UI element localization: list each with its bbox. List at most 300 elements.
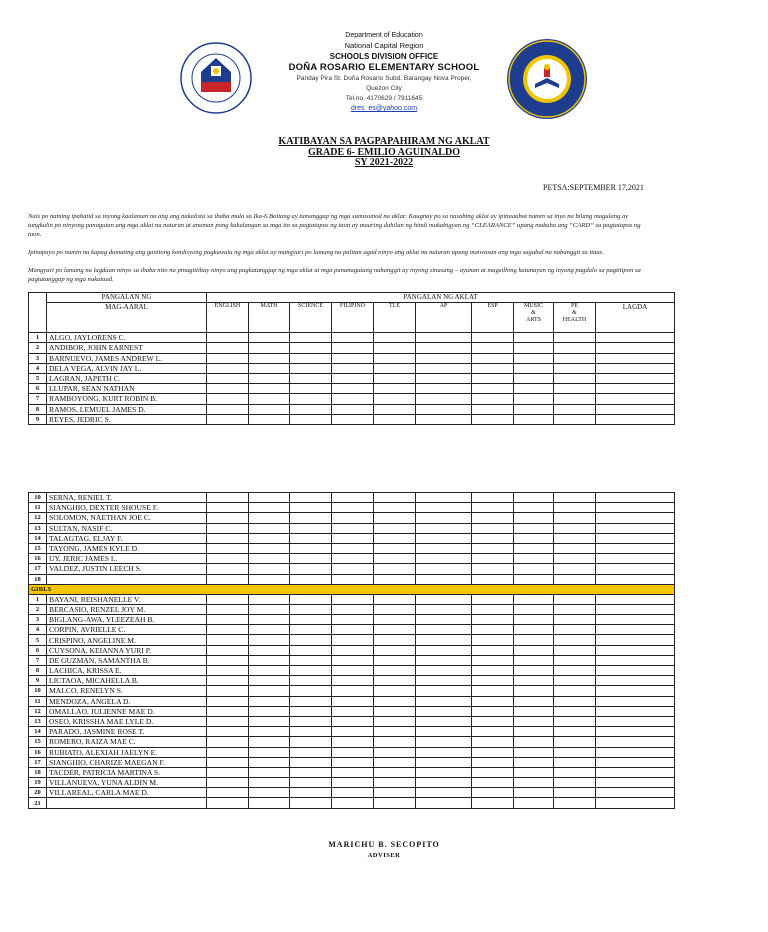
book-cell[interactable] xyxy=(514,737,554,747)
signature-cell[interactable] xyxy=(596,706,675,716)
book-cell[interactable] xyxy=(374,737,416,747)
book-cell[interactable] xyxy=(514,384,554,394)
signature-cell[interactable] xyxy=(596,615,675,625)
book-cell[interactable] xyxy=(416,625,472,635)
signature-cell[interactable] xyxy=(596,696,675,706)
signature-cell[interactable] xyxy=(596,625,675,635)
book-cell[interactable] xyxy=(332,666,374,676)
signature-cell[interactable] xyxy=(596,493,675,503)
book-cell[interactable] xyxy=(249,373,290,383)
book-cell[interactable] xyxy=(514,757,554,767)
book-cell[interactable] xyxy=(290,373,332,383)
signature-cell[interactable] xyxy=(596,574,675,584)
book-cell[interactable] xyxy=(290,394,332,404)
signature-cell[interactable] xyxy=(596,737,675,747)
book-cell[interactable] xyxy=(514,564,554,574)
book-cell[interactable] xyxy=(472,513,514,523)
book-cell[interactable] xyxy=(207,706,249,716)
book-cell[interactable] xyxy=(472,493,514,503)
book-cell[interactable] xyxy=(290,493,332,503)
book-cell[interactable] xyxy=(290,564,332,574)
signature-cell[interactable] xyxy=(596,645,675,655)
book-cell[interactable] xyxy=(514,363,554,373)
book-cell[interactable] xyxy=(207,523,249,533)
signature-cell[interactable] xyxy=(596,594,675,604)
book-cell[interactable] xyxy=(332,564,374,574)
book-cell[interactable] xyxy=(332,696,374,706)
book-cell[interactable] xyxy=(249,696,290,706)
book-cell[interactable] xyxy=(514,798,554,808)
book-cell[interactable] xyxy=(374,554,416,564)
book-cell[interactable] xyxy=(249,655,290,665)
book-cell[interactable] xyxy=(554,778,596,788)
book-cell[interactable] xyxy=(416,655,472,665)
signature-cell[interactable] xyxy=(596,373,675,383)
book-cell[interactable] xyxy=(374,384,416,394)
book-cell[interactable] xyxy=(332,727,374,737)
book-cell[interactable] xyxy=(554,543,596,553)
book-cell[interactable] xyxy=(416,533,472,543)
signature-cell[interactable] xyxy=(596,414,675,424)
book-cell[interactable] xyxy=(207,503,249,513)
book-cell[interactable] xyxy=(514,503,554,513)
book-cell[interactable] xyxy=(416,757,472,767)
signature-cell[interactable] xyxy=(596,363,675,373)
book-cell[interactable] xyxy=(472,747,514,757)
signature-cell[interactable] xyxy=(596,513,675,523)
book-cell[interactable] xyxy=(290,404,332,414)
book-cell[interactable] xyxy=(290,676,332,686)
book-cell[interactable] xyxy=(416,523,472,533)
book-cell[interactable] xyxy=(416,343,472,353)
signature-cell[interactable] xyxy=(596,798,675,808)
book-cell[interactable] xyxy=(290,503,332,513)
signature-cell[interactable] xyxy=(596,686,675,696)
book-cell[interactable] xyxy=(472,716,514,726)
book-cell[interactable] xyxy=(207,564,249,574)
book-cell[interactable] xyxy=(374,655,416,665)
book-cell[interactable] xyxy=(514,666,554,676)
book-cell[interactable] xyxy=(416,615,472,625)
book-cell[interactable] xyxy=(416,737,472,747)
signature-cell[interactable] xyxy=(596,747,675,757)
book-cell[interactable] xyxy=(207,363,249,373)
book-cell[interactable] xyxy=(472,635,514,645)
book-cell[interactable] xyxy=(514,716,554,726)
signature-cell[interactable] xyxy=(596,788,675,798)
book-cell[interactable] xyxy=(472,604,514,614)
school-email-link[interactable]: dres_es@yahoo.com xyxy=(350,105,418,112)
book-cell[interactable] xyxy=(332,353,374,363)
book-cell[interactable] xyxy=(290,737,332,747)
book-cell[interactable] xyxy=(472,353,514,363)
book-cell[interactable] xyxy=(554,666,596,676)
book-cell[interactable] xyxy=(332,404,374,414)
book-cell[interactable] xyxy=(290,798,332,808)
book-cell[interactable] xyxy=(472,666,514,676)
book-cell[interactable] xyxy=(472,554,514,564)
book-cell[interactable] xyxy=(374,706,416,716)
book-cell[interactable] xyxy=(207,767,249,777)
signature-cell[interactable] xyxy=(596,676,675,686)
book-cell[interactable] xyxy=(416,353,472,363)
book-cell[interactable] xyxy=(332,503,374,513)
book-cell[interactable] xyxy=(374,404,416,414)
book-cell[interactable] xyxy=(374,564,416,574)
book-cell[interactable] xyxy=(416,788,472,798)
book-cell[interactable] xyxy=(472,696,514,706)
book-cell[interactable] xyxy=(514,767,554,777)
book-cell[interactable] xyxy=(332,798,374,808)
book-cell[interactable] xyxy=(207,615,249,625)
book-cell[interactable] xyxy=(207,716,249,726)
book-cell[interactable] xyxy=(249,594,290,604)
book-cell[interactable] xyxy=(332,533,374,543)
book-cell[interactable] xyxy=(472,767,514,777)
book-cell[interactable] xyxy=(290,635,332,645)
book-cell[interactable] xyxy=(332,384,374,394)
book-cell[interactable] xyxy=(374,788,416,798)
book-cell[interactable] xyxy=(332,604,374,614)
book-cell[interactable] xyxy=(514,778,554,788)
book-cell[interactable] xyxy=(249,543,290,553)
book-cell[interactable] xyxy=(290,343,332,353)
book-cell[interactable] xyxy=(416,706,472,716)
book-cell[interactable] xyxy=(332,635,374,645)
book-cell[interactable] xyxy=(554,686,596,696)
book-cell[interactable] xyxy=(472,363,514,373)
book-cell[interactable] xyxy=(416,716,472,726)
book-cell[interactable] xyxy=(554,523,596,533)
signature-cell[interactable] xyxy=(596,404,675,414)
book-cell[interactable] xyxy=(374,727,416,737)
book-cell[interactable] xyxy=(472,706,514,716)
book-cell[interactable] xyxy=(207,414,249,424)
book-cell[interactable] xyxy=(472,574,514,584)
book-cell[interactable] xyxy=(207,737,249,747)
book-cell[interactable] xyxy=(472,757,514,767)
book-cell[interactable] xyxy=(290,604,332,614)
book-cell[interactable] xyxy=(290,615,332,625)
book-cell[interactable] xyxy=(514,676,554,686)
book-cell[interactable] xyxy=(207,353,249,363)
book-cell[interactable] xyxy=(249,554,290,564)
book-cell[interactable] xyxy=(290,523,332,533)
book-cell[interactable] xyxy=(416,333,472,343)
book-cell[interactable] xyxy=(514,523,554,533)
book-cell[interactable] xyxy=(290,625,332,635)
book-cell[interactable] xyxy=(514,574,554,584)
book-cell[interactable] xyxy=(514,788,554,798)
book-cell[interactable] xyxy=(472,414,514,424)
signature-cell[interactable] xyxy=(596,343,675,353)
book-cell[interactable] xyxy=(472,686,514,696)
book-cell[interactable] xyxy=(290,513,332,523)
book-cell[interactable] xyxy=(332,737,374,747)
book-cell[interactable] xyxy=(249,666,290,676)
book-cell[interactable] xyxy=(514,696,554,706)
book-cell[interactable] xyxy=(416,594,472,604)
book-cell[interactable] xyxy=(374,615,416,625)
book-cell[interactable] xyxy=(207,604,249,614)
book-cell[interactable] xyxy=(374,493,416,503)
book-cell[interactable] xyxy=(290,363,332,373)
book-cell[interactable] xyxy=(514,333,554,343)
book-cell[interactable] xyxy=(207,543,249,553)
book-cell[interactable] xyxy=(514,513,554,523)
book-cell[interactable] xyxy=(514,493,554,503)
book-cell[interactable] xyxy=(290,788,332,798)
book-cell[interactable] xyxy=(416,778,472,788)
book-cell[interactable] xyxy=(554,493,596,503)
book-cell[interactable] xyxy=(207,645,249,655)
book-cell[interactable] xyxy=(554,625,596,635)
book-cell[interactable] xyxy=(374,767,416,777)
book-cell[interactable] xyxy=(472,798,514,808)
book-cell[interactable] xyxy=(374,625,416,635)
book-cell[interactable] xyxy=(472,343,514,353)
book-cell[interactable] xyxy=(207,778,249,788)
book-cell[interactable] xyxy=(249,503,290,513)
book-cell[interactable] xyxy=(554,594,596,604)
book-cell[interactable] xyxy=(416,363,472,373)
book-cell[interactable] xyxy=(554,696,596,706)
book-cell[interactable] xyxy=(554,635,596,645)
signature-cell[interactable] xyxy=(596,666,675,676)
book-cell[interactable] xyxy=(416,666,472,676)
signature-cell[interactable] xyxy=(596,635,675,645)
book-cell[interactable] xyxy=(290,574,332,584)
book-cell[interactable] xyxy=(249,564,290,574)
book-cell[interactable] xyxy=(290,594,332,604)
book-cell[interactable] xyxy=(416,414,472,424)
book-cell[interactable] xyxy=(554,353,596,363)
book-cell[interactable] xyxy=(416,384,472,394)
book-cell[interactable] xyxy=(207,635,249,645)
signature-cell[interactable] xyxy=(596,778,675,788)
book-cell[interactable] xyxy=(416,798,472,808)
book-cell[interactable] xyxy=(332,373,374,383)
book-cell[interactable] xyxy=(374,666,416,676)
book-cell[interactable] xyxy=(332,625,374,635)
book-cell[interactable] xyxy=(374,635,416,645)
book-cell[interactable] xyxy=(374,543,416,553)
book-cell[interactable] xyxy=(514,604,554,614)
book-cell[interactable] xyxy=(472,737,514,747)
book-cell[interactable] xyxy=(374,747,416,757)
book-cell[interactable] xyxy=(290,554,332,564)
book-cell[interactable] xyxy=(374,373,416,383)
book-cell[interactable] xyxy=(207,513,249,523)
book-cell[interactable] xyxy=(207,747,249,757)
signature-cell[interactable] xyxy=(596,655,675,665)
book-cell[interactable] xyxy=(249,716,290,726)
book-cell[interactable] xyxy=(374,353,416,363)
book-cell[interactable] xyxy=(374,533,416,543)
book-cell[interactable] xyxy=(207,373,249,383)
book-cell[interactable] xyxy=(472,564,514,574)
book-cell[interactable] xyxy=(416,513,472,523)
book-cell[interactable] xyxy=(514,543,554,553)
book-cell[interactable] xyxy=(207,788,249,798)
book-cell[interactable] xyxy=(290,353,332,363)
book-cell[interactable] xyxy=(554,533,596,543)
book-cell[interactable] xyxy=(249,574,290,584)
book-cell[interactable] xyxy=(472,543,514,553)
book-cell[interactable] xyxy=(249,333,290,343)
book-cell[interactable] xyxy=(514,343,554,353)
book-cell[interactable] xyxy=(332,676,374,686)
book-cell[interactable] xyxy=(554,788,596,798)
book-cell[interactable] xyxy=(554,373,596,383)
book-cell[interactable] xyxy=(416,696,472,706)
book-cell[interactable] xyxy=(332,757,374,767)
signature-cell[interactable] xyxy=(596,604,675,614)
book-cell[interactable] xyxy=(207,696,249,706)
book-cell[interactable] xyxy=(374,686,416,696)
book-cell[interactable] xyxy=(290,696,332,706)
book-cell[interactable] xyxy=(416,676,472,686)
book-cell[interactable] xyxy=(416,767,472,777)
book-cell[interactable] xyxy=(249,798,290,808)
book-cell[interactable] xyxy=(554,513,596,523)
book-cell[interactable] xyxy=(332,493,374,503)
book-cell[interactable] xyxy=(249,625,290,635)
book-cell[interactable] xyxy=(472,615,514,625)
book-cell[interactable] xyxy=(249,635,290,645)
book-cell[interactable] xyxy=(416,686,472,696)
signature-cell[interactable] xyxy=(596,394,675,404)
signature-cell[interactable] xyxy=(596,543,675,553)
book-cell[interactable] xyxy=(332,543,374,553)
book-cell[interactable] xyxy=(207,625,249,635)
book-cell[interactable] xyxy=(290,778,332,788)
book-cell[interactable] xyxy=(374,363,416,373)
book-cell[interactable] xyxy=(207,533,249,543)
signature-cell[interactable] xyxy=(596,716,675,726)
book-cell[interactable] xyxy=(554,333,596,343)
book-cell[interactable] xyxy=(249,788,290,798)
book-cell[interactable] xyxy=(290,414,332,424)
book-cell[interactable] xyxy=(374,343,416,353)
book-cell[interactable] xyxy=(332,513,374,523)
book-cell[interactable] xyxy=(249,676,290,686)
book-cell[interactable] xyxy=(416,554,472,564)
book-cell[interactable] xyxy=(554,394,596,404)
book-cell[interactable] xyxy=(290,727,332,737)
signature-cell[interactable] xyxy=(596,353,675,363)
book-cell[interactable] xyxy=(554,343,596,353)
book-cell[interactable] xyxy=(554,414,596,424)
book-cell[interactable] xyxy=(554,564,596,574)
book-cell[interactable] xyxy=(249,778,290,788)
book-cell[interactable] xyxy=(290,706,332,716)
book-cell[interactable] xyxy=(472,373,514,383)
book-cell[interactable] xyxy=(249,737,290,747)
book-cell[interactable] xyxy=(554,404,596,414)
book-cell[interactable] xyxy=(514,414,554,424)
book-cell[interactable] xyxy=(514,706,554,716)
book-cell[interactable] xyxy=(332,343,374,353)
book-cell[interactable] xyxy=(374,676,416,686)
book-cell[interactable] xyxy=(207,394,249,404)
book-cell[interactable] xyxy=(416,493,472,503)
book-cell[interactable] xyxy=(554,604,596,614)
book-cell[interactable] xyxy=(249,604,290,614)
book-cell[interactable] xyxy=(472,645,514,655)
book-cell[interactable] xyxy=(332,747,374,757)
book-cell[interactable] xyxy=(249,404,290,414)
book-cell[interactable] xyxy=(207,574,249,584)
book-cell[interactable] xyxy=(554,737,596,747)
book-cell[interactable] xyxy=(416,574,472,584)
book-cell[interactable] xyxy=(374,778,416,788)
book-cell[interactable] xyxy=(249,363,290,373)
book-cell[interactable] xyxy=(472,676,514,686)
book-cell[interactable] xyxy=(332,363,374,373)
book-cell[interactable] xyxy=(554,798,596,808)
book-cell[interactable] xyxy=(290,384,332,394)
book-cell[interactable] xyxy=(332,615,374,625)
book-cell[interactable] xyxy=(514,625,554,635)
book-cell[interactable] xyxy=(514,727,554,737)
book-cell[interactable] xyxy=(472,788,514,798)
book-cell[interactable] xyxy=(249,394,290,404)
book-cell[interactable] xyxy=(249,615,290,625)
signature-cell[interactable] xyxy=(596,564,675,574)
book-cell[interactable] xyxy=(207,798,249,808)
book-cell[interactable] xyxy=(249,414,290,424)
book-cell[interactable] xyxy=(416,394,472,404)
book-cell[interactable] xyxy=(416,635,472,645)
book-cell[interactable] xyxy=(514,533,554,543)
signature-cell[interactable] xyxy=(596,384,675,394)
book-cell[interactable] xyxy=(554,757,596,767)
book-cell[interactable] xyxy=(290,757,332,767)
book-cell[interactable] xyxy=(514,655,554,665)
book-cell[interactable] xyxy=(554,655,596,665)
book-cell[interactable] xyxy=(514,635,554,645)
book-cell[interactable] xyxy=(472,778,514,788)
book-cell[interactable] xyxy=(249,747,290,757)
signature-cell[interactable] xyxy=(596,554,675,564)
book-cell[interactable] xyxy=(207,594,249,604)
book-cell[interactable] xyxy=(472,594,514,604)
book-cell[interactable] xyxy=(332,414,374,424)
book-cell[interactable] xyxy=(416,503,472,513)
book-cell[interactable] xyxy=(332,594,374,604)
book-cell[interactable] xyxy=(290,767,332,777)
book-cell[interactable] xyxy=(207,727,249,737)
signature-cell[interactable] xyxy=(596,727,675,737)
book-cell[interactable] xyxy=(416,645,472,655)
signature-cell[interactable] xyxy=(596,503,675,513)
book-cell[interactable] xyxy=(332,523,374,533)
book-cell[interactable] xyxy=(249,384,290,394)
book-cell[interactable] xyxy=(332,788,374,798)
book-cell[interactable] xyxy=(207,686,249,696)
book-cell[interactable] xyxy=(472,404,514,414)
book-cell[interactable] xyxy=(207,384,249,394)
book-cell[interactable] xyxy=(207,493,249,503)
book-cell[interactable] xyxy=(472,503,514,513)
book-cell[interactable] xyxy=(416,727,472,737)
signature-cell[interactable] xyxy=(596,757,675,767)
book-cell[interactable] xyxy=(207,757,249,767)
book-cell[interactable] xyxy=(374,604,416,614)
book-cell[interactable] xyxy=(249,645,290,655)
book-cell[interactable] xyxy=(554,716,596,726)
